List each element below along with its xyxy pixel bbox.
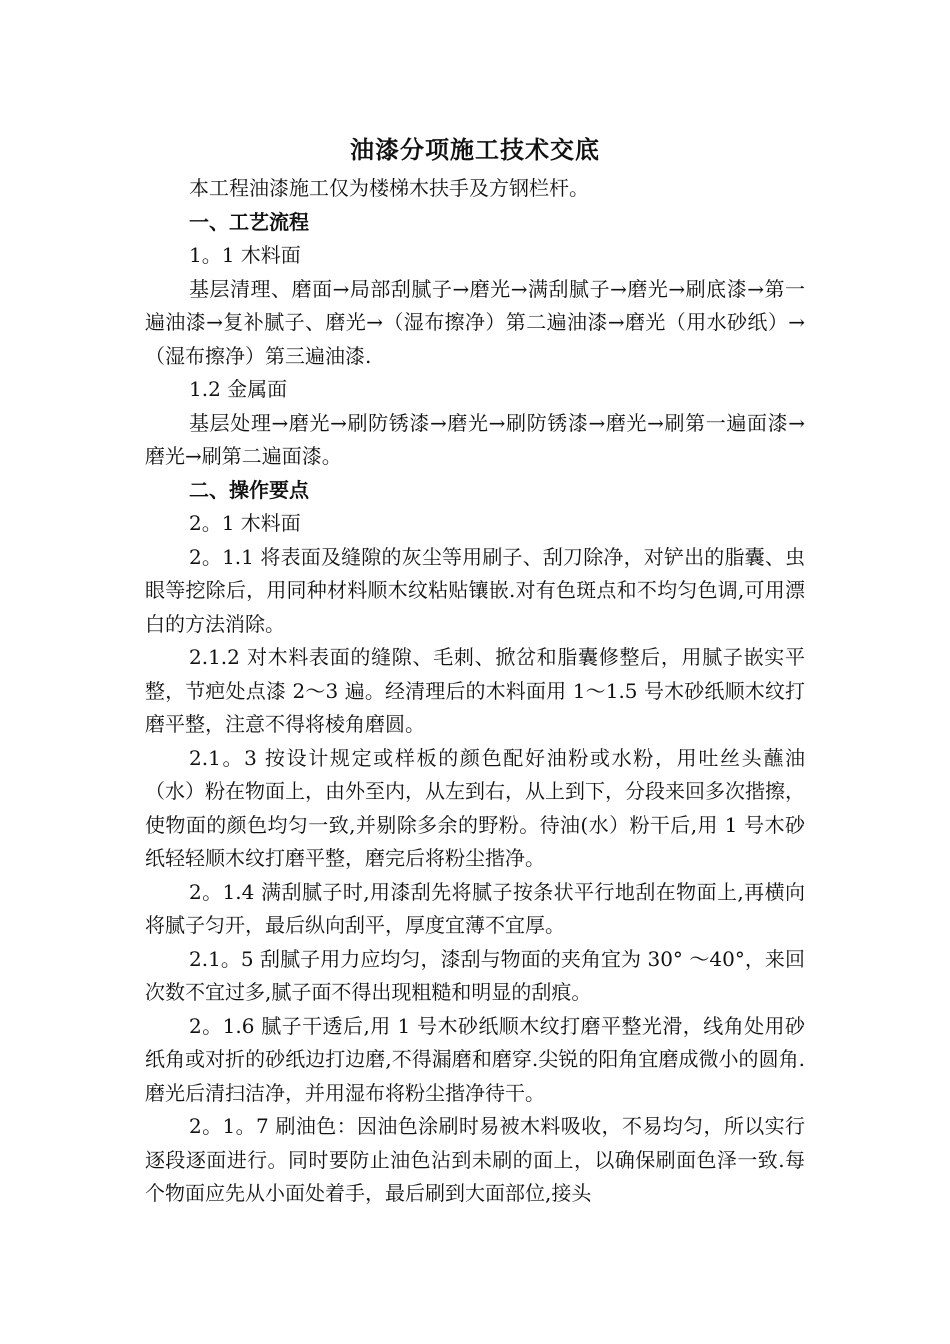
subheading-wood-surface: 1。1 木料面 [189, 243, 301, 267]
section-heading-key-points: 二、操作要点 [189, 477, 309, 502]
point-2-1-3-paragraph: 2.1。3 按设计规定或样板的颜色配好油粉或水粉，用吐丝头蘸油（水）粉在物面上，由外至内，从左到右，从上到下，分段来回多次揩擦，使物面的颜色均匀一致,并剔除多余的野粉。待油(水）粉干后,用 1 号木砂纸轻轻顺木纹打磨平整，磨完后将粉尘揩净。 [145, 745, 805, 870]
point-2-1-6-paragraph: 2。1.6 腻子干透后,用 1 号木砂纸顺木纹打磨平整光滑，线角处用砂纸角或对折的砂纸边打边磨,不得漏磨和磨穿.尖锐的阳角宜磨成微小的圆角.磨光后清扫洁净，并用湿布将粉尘揩净待干。 [145, 1013, 805, 1105]
point-2-1-5-paragraph: 2.1。5 刮腻子用力应均匀，漆刮与物面的夹角宜为 30° ～40°，来回次数不宜过多,腻子面不得出现粗糙和明显的刮痕。 [145, 946, 805, 1004]
point-2-1-4-paragraph: 2。1.4 满刮腻子时,用漆刮先将腻子按条状平行地刮在物面上,再横向将腻子匀开，最后纵向刮平，厚度宜薄不宜厚。 [145, 879, 805, 937]
point-2-1-2-paragraph: 2.1.2 对木料表面的缝隙、毛刺、掀岔和脂囊修整后，用腻子嵌实平整，节疤处点漆 2～3 遍。经清理后的木料面用 1～1.5 号木砂纸顺木纹打磨平整，注意不得将棱角磨圆。 [145, 645, 805, 736]
point-2-1-1-paragraph: 2。1.1 将表面及缝隙的灰尘等用刷子、刮刀除净，对铲出的脂囊、虫眼等挖除后，用同种材料顺木纹粘贴镶嵌.对有色斑点和不均匀色调,可用漂白的方法消除。 [145, 544, 805, 636]
point-2-1-7-paragraph: 2。1。7 刷油色：因油色涂刷时易被木料吸收，不易均匀，所以实行逐段逐面进行。同时要防止油色沾到未刷的面上，以确保刷面色泽一致.每个物面应先从小面处着手，最后刷到大面部位,接头 [145, 1114, 805, 1205]
section-heading-process: 一、工艺流程 [189, 209, 309, 234]
document-body [145, 128, 805, 1211]
process-metal-paragraph: 基层处理→磨光→刷防锈漆→磨光→刷防锈漆→磨光→刷第一遍面漆→磨光→刷第二遍面漆。 [145, 410, 805, 468]
subheading-metal-surface: 1.2 金属面 [189, 377, 288, 401]
subheading-wood-surface-2: 2。1 木料面 [189, 511, 301, 535]
process-wood-paragraph: 基层清理、磨面→局部刮腻子→磨光→满刮腻子→磨光→刷底漆→第一遍油漆→复补腻子、磨光→（湿布擦净）第二遍油漆→磨光（用水砂纸）→（湿布擦净）第三遍油漆. [145, 276, 805, 368]
intro-paragraph: 本工程油漆施工仅为楼梯木扶手及方钢栏杆。 [189, 176, 589, 200]
document-title: 油漆分项施工技术交底 [350, 135, 600, 164]
